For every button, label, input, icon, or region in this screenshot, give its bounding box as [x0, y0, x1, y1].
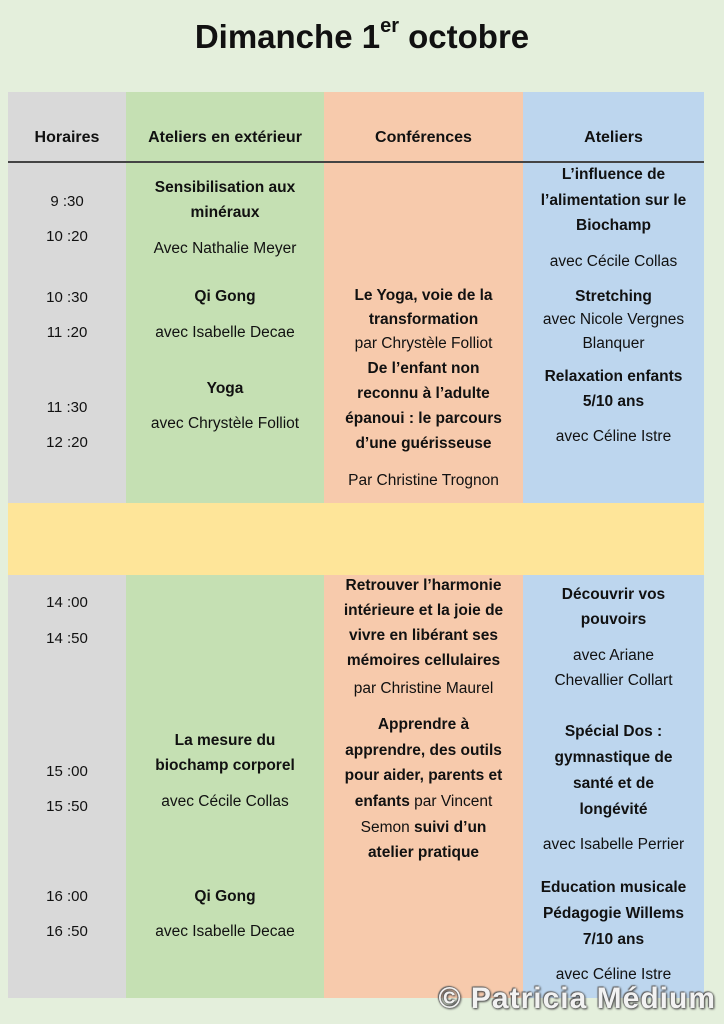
header-conferences: Conférences — [375, 129, 472, 146]
time: 11 :30 — [46, 399, 88, 416]
text-bold: suivi d’un — [409, 819, 487, 836]
header-workshops: Ateliers — [584, 129, 643, 146]
session-speaker: par Chrystèle Folliot — [354, 335, 493, 352]
session-speaker: Par Christine Trognon — [348, 472, 499, 489]
session-title-line: atelier pratique — [367, 844, 480, 861]
session-title: Education musicale Pédagogie Willems 7/10 ans — [540, 879, 687, 948]
session-title: Yoga — [206, 380, 244, 397]
session-speaker: avec Nicole Vergnes Blanquer — [542, 311, 685, 352]
title-sup: er — [380, 15, 399, 37]
session-speaker: avec Céline Istre — [555, 966, 672, 983]
header-outdoor: Ateliers en extérieur — [148, 129, 302, 146]
time: 15 :00 — [46, 763, 88, 780]
session-title: Qi Gong — [194, 288, 256, 305]
session-speaker: avec Cécile Collas — [161, 793, 289, 810]
session-speaker: Avec Nathalie Meyer — [153, 240, 297, 257]
session-speaker: par Christine Maurel — [353, 680, 494, 697]
lunch-break-band — [8, 503, 704, 575]
session-title: Spécial Dos : gymnastique de santé et de longévité — [554, 723, 673, 818]
time: 11 :20 — [46, 324, 88, 341]
session-title: La mesure du biochamp corporel — [155, 732, 295, 774]
title-main: Dimanche 1 — [194, 18, 381, 55]
session-title: Retrouver l’harmonie intérieure et la joie de vivre en libérant ses mémoires cellulaires — [343, 577, 504, 669]
time: 10 :20 — [46, 228, 88, 245]
session-speaker: avec Isabelle Perrier — [542, 836, 685, 853]
time: 10 :30 — [46, 289, 88, 306]
time: 14 :00 — [46, 594, 88, 611]
session-speaker: avec Isabelle Decae — [155, 324, 295, 341]
time: 9 :30 — [50, 193, 84, 210]
session-title: Apprendre à apprendre, des outils pour aider, parents et — [344, 716, 503, 784]
title-rest: octobre — [398, 18, 530, 55]
session-title: Sensibilisation aux minéraux — [154, 179, 296, 221]
header-horaires: Horaires — [34, 129, 100, 146]
time: 14 :50 — [46, 630, 88, 647]
time: 15 :50 — [46, 798, 88, 815]
watermark: © Patricia Médium — [438, 982, 716, 1015]
time: 16 :50 — [46, 923, 88, 940]
session-speaker: avec Chrystèle Folliot — [150, 415, 300, 432]
session-title-line — [324, 789, 523, 814]
text-normal: Semon — [360, 819, 410, 836]
session-title: Découvrir vos pouvoirs — [561, 586, 666, 628]
session-title: Qi Gong — [194, 888, 256, 905]
session-title: L’influence de l’alimentation sur le Biochamp — [540, 166, 687, 234]
session-speaker: avec Céline Istre — [555, 428, 672, 445]
text-bold: enfants — [354, 793, 410, 810]
text-normal: par Vincent — [409, 793, 493, 810]
session-title: Le Yoga, voie de la transformation — [354, 287, 493, 328]
session-title: Stretching — [575, 288, 652, 305]
session-title: De l’enfant non reconnu à l’adulte épanoui : le parcours d’une guérisseuse — [345, 360, 502, 452]
session-speaker: avec Cécile Collas — [549, 253, 678, 270]
page-title — [0, 15, 724, 56]
time: 12 :20 — [46, 434, 88, 451]
session-title-line — [324, 815, 523, 840]
time: 16 :00 — [46, 888, 88, 905]
session-speaker: avec Isabelle Decae — [155, 923, 295, 940]
session-title: Relaxation enfants 5/10 ans — [544, 368, 683, 410]
session-speaker: avec Ariane Chevallier Collart — [554, 647, 673, 689]
